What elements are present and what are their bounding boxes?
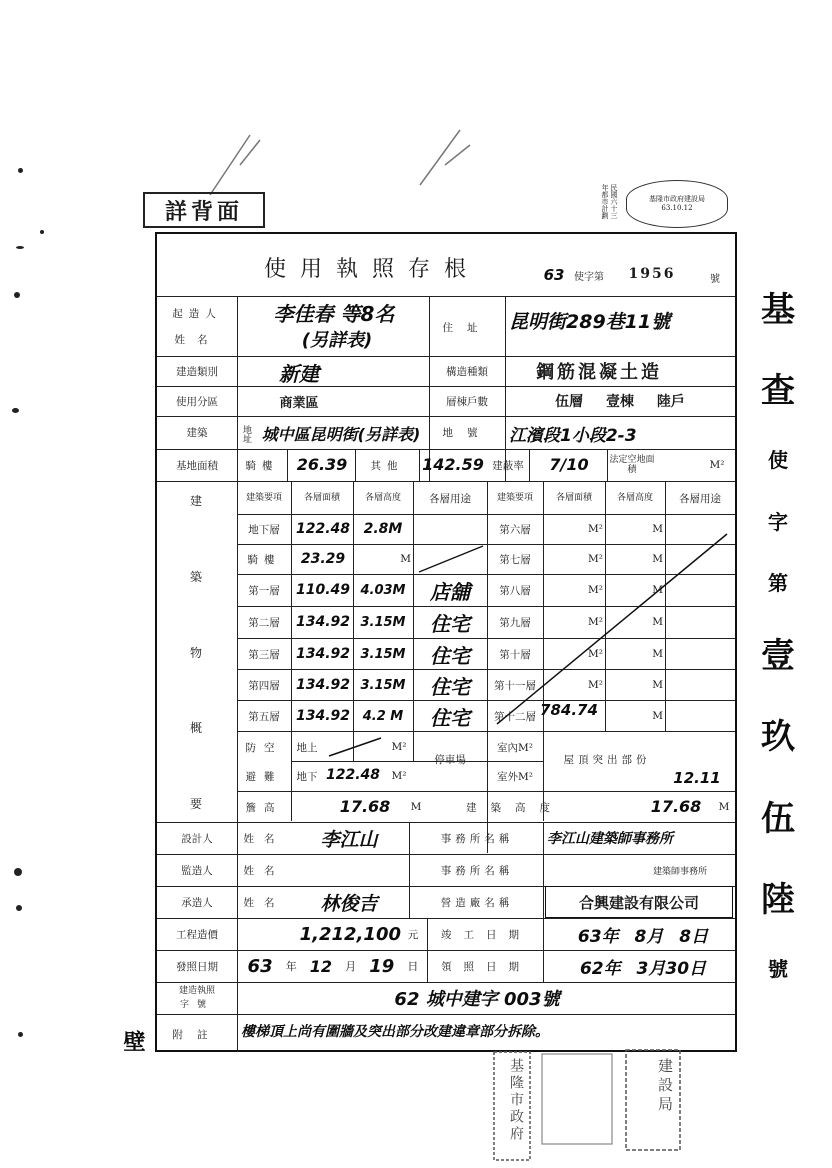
header-item-left: 建築要項 [245, 493, 282, 503]
builder-label: 起造人 [172, 307, 222, 320]
builder-name-label: 姓名 [174, 333, 220, 346]
designer-label: 設計人 [181, 832, 213, 845]
legal-open-area-unit: M² [709, 459, 725, 471]
coverage-label: 建蔽率 [492, 459, 524, 472]
structure-label: 構造種類 [446, 365, 488, 378]
category-label: 建造類別 [176, 365, 218, 378]
floors-value: 伍層 壹棟 陸戶 [555, 394, 685, 410]
permit-number-label: 建造執照 [178, 986, 215, 996]
zone-value: 商業區 [279, 395, 319, 411]
supervisor-office-label: 事務所名稱 [440, 864, 514, 877]
site-label: 建築 [186, 426, 208, 439]
use-strike [413, 544, 487, 576]
lot-label: 地號 [442, 426, 492, 439]
eaves-height-value: 17.68 [339, 796, 391, 816]
completion-date-label: 竣工日期 [441, 928, 531, 941]
parking-label: 停車場 [434, 753, 466, 766]
supervisor-office: 建築師事務所 [652, 866, 707, 877]
building-height-label: 建築高度 [466, 801, 564, 814]
roof-protrusion-value: 12.11 [673, 769, 721, 787]
base-area-label: 基地面積 [176, 459, 218, 472]
designer-office-label: 事務所名稱 [440, 832, 514, 845]
scratch-marks [190, 125, 490, 200]
shelter-above-unit: M² [391, 741, 407, 753]
arcade-label: 騎樓 [245, 459, 279, 472]
left-margin-mark: 壁 [120, 1030, 145, 1052]
scan-speck [40, 230, 44, 234]
header-height-left: 各層高度 [364, 493, 401, 503]
parking-indoor: 室內M² [497, 741, 533, 754]
bottom-seal-left: 基隆市政府 [508, 1058, 524, 1143]
bottom-seal-area [486, 1044, 686, 1164]
contractor-name-label: 姓名 [243, 896, 285, 909]
other-area: 142.59 [422, 454, 484, 474]
scan-speck [18, 168, 23, 173]
side-print-note: 民國六十三年都市計劃 [601, 184, 618, 219]
header-height-right: 各層高度 [616, 493, 653, 503]
contractor-firm: 合興建設有限公司 [545, 886, 733, 918]
builder-name-value: 李佳春 等8名 [273, 301, 395, 326]
shelter-below-value: 122.48 [325, 767, 381, 783]
supervisor-label: 監造人 [181, 864, 213, 877]
contractor-firm-label: 營造廠名稱 [440, 896, 514, 909]
builder-address-label: 住址 [442, 321, 492, 334]
bottom-seal-right: 建設局 [656, 1058, 674, 1115]
permit-number: 1956 [628, 266, 676, 282]
permit-number-label-2: 字號 [179, 1000, 214, 1010]
scan-speck [14, 292, 20, 298]
oval-stamp: 基隆市政府建設局 63.10.12 [626, 180, 728, 228]
receive-date: 62年 3月30日 [579, 958, 707, 979]
floors-label: 層棟戶數 [446, 395, 488, 408]
scan-speck [12, 408, 19, 413]
back-side-label: 詳背面 [143, 192, 265, 228]
permit-number-prefix: 使字第 [574, 271, 604, 283]
building-height-value: 17.68 [650, 796, 702, 816]
site-address-value: 城中區昆明街(另詳表) [261, 424, 421, 444]
contractor-label: 承造人 [181, 896, 213, 909]
arcade-area: 26.39 [296, 454, 348, 474]
note-label: 附註 [172, 1028, 222, 1041]
cost-label: 工程造價 [176, 928, 218, 941]
header-area-right: 各層面積 [555, 493, 592, 503]
legal-open-area-label: 法定空地面積 [609, 455, 655, 475]
evacuation-label: 避難 [245, 770, 283, 783]
header-use-left: 各層用途 [429, 492, 471, 505]
note-value: 樓梯頂上尚有圍牆及突出部分改建違章部分拆除。 [241, 1024, 549, 1040]
form-title: 使用執照存根 [263, 256, 480, 282]
permit-form: 使用執照存根 63 使字第 1956 號 起造人 姓名 李佳春 等8名 (另詳表) 住址 昆明街289巷11號 建造類別 新建 構造種類 鋼筋混凝土造 使用分區 商業區 層棟戶數 伍層 壹棟 陸戶 建築 地址 城中區昆明街(另詳表) 地號 江濱段1小段2-3 基地面積 騎樓 26.39 其他 142.59 建蔽率 7/10 法定空地面積 M² 建 築 物 概 要 建築要項 各層面積 各層高度 各層用途 建築要項 各層面積 各層高度 各層用途 地下層 122.48 2.8M 騎樓 23.29 M 第一層 110.49 4.03M 店舖 第二層 134.92 3.15M 住宅 第三層 134.92 3.15M 住宅 第四層 134.92 3.15M 住宅 第五層 134.92 4.2 M 住宅 第六層 M² M 第七層 M² M 第八層 M² M 第九層 M² M 第十層 M² M 第十一層 M² M 第十二層 784.74 M 防空 避難 地上 M² 地下 122.48 M² 停車場 室內M² 室外M² 屋頂突出部份 12.11 簷高 17.68 M 建築高度 17.68 M 設計人 姓名 李江山 事務所名稱 李江山建築師事務所 監造人 姓名 事務所名稱 建築師事務所 承造人 姓名 林俊吉 營造廠名稱 合興建設有限公司 工程造價 1,212,100 元 竣工日期 63年 8月 8日 發照日期 63 年 12 月 19 日 領照日期 62年 3月30日 建造執照 字號 62 城中建字 003號 附註 樓梯頂上尚有圍牆及突出部分改建違章部分拆除。 [155, 232, 737, 1052]
shelter-below-unit: M² [391, 770, 407, 782]
shelter-below-label: 地下 [296, 770, 318, 783]
zone-label: 使用分區 [176, 395, 218, 408]
roof-protrusion-label: 屋頂突出部份 [563, 753, 651, 766]
issue-date-label: 發照日期 [176, 960, 218, 973]
other-area-label: 其他 [370, 459, 404, 472]
designer-name: 李江山 [320, 828, 378, 851]
header-use-right: 各層用途 [679, 492, 721, 505]
permit-number-suffix: 號 [710, 273, 720, 285]
lot-value: 江濱段1小段2-3 [509, 425, 637, 446]
unused-floors-strike [487, 514, 737, 731]
supervisor-name-label: 姓名 [243, 864, 285, 877]
permit-number-value: 62 城中建字 003號 [394, 989, 560, 1010]
shelter-above-strike [325, 734, 385, 760]
structure-value: 鋼筋混凝土造 [536, 362, 662, 383]
header-item-right: 建築要項 [496, 493, 533, 503]
scan-speck [16, 905, 22, 911]
builder-name-value-2: (另詳表) [301, 330, 373, 351]
completion-date: 63年 8月 8日 [577, 926, 709, 947]
shelter-above-label: 地上 [296, 741, 318, 754]
cost-unit: 元 [407, 928, 419, 941]
eaves-height-label: 簷高 [245, 801, 283, 814]
building-summary-side-label: 建 築 物 概 要 [189, 494, 202, 811]
shelter-label: 防空 [245, 741, 283, 754]
cost-value: 1,212,100 [299, 923, 401, 945]
scan-speck [14, 868, 22, 876]
site-address-label: 地址 [241, 425, 251, 443]
permit-year: 63 [543, 266, 565, 284]
contractor-name: 林俊吉 [320, 892, 378, 915]
scan-speck [18, 1032, 23, 1037]
parking-outdoor: 室外M² [497, 770, 533, 783]
eaves-height-unit: M [410, 801, 422, 813]
right-margin-annotation: 基 查 使 字 第 壹 玖 伍 陸 號 [761, 290, 795, 981]
designer-name-label: 姓名 [243, 832, 285, 845]
builder-address-value: 昆明街289巷11號 [509, 310, 671, 333]
issue-date: 63 年 12 月 19 日 [247, 955, 419, 977]
coverage-value: 7/10 [549, 454, 589, 474]
scan-speck [16, 246, 24, 249]
category-value: 新建 [279, 361, 319, 386]
receive-date-label: 領照日期 [441, 960, 531, 973]
building-height-unit: M [718, 801, 730, 813]
designer-office: 李江山建築師事務所 [547, 831, 673, 847]
header-area-left: 各層面積 [303, 493, 340, 503]
